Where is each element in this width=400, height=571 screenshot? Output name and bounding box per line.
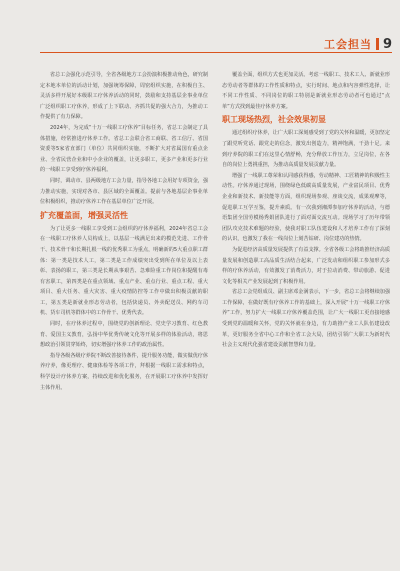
- paragraph: 为促进经济高质量发展提供了有益支撑。全省各级工会将助推经济高质量发展和创造职工高品质生活结合起来，广泛发动和组织职工参加形式多样的疗休养活动，有效激发了消费活力，对于拉动消费、带动旅游、促进文化等相关产业发展起到了积极作用。: [222, 246, 390, 285]
- section-title: 工会担当: [323, 38, 372, 51]
- header-divider: [376, 38, 379, 50]
- paragraph: 同时，在疗休养过程中，围绕党的创新理论、党史学习教育、红色教育、爱国主义教育，弘扬中华优秀传统文化等开展多样的体验活动，将思想政治引领贯穿始终，切实增强疗休养工作的政治属性。: [40, 321, 208, 349]
- paragraph: 为了让更多一线职工享受到工会组织的疗休养福利，2024年省总工会在一线职工疗休养人员构成上，以基层一线满足出来的模范先进、工作骨干、技术骨干和长期扎根一线的优秀职工为重点，明确新的5大重点职工群体：第一类是技术人工，第二类是工作成绩突出受到所在单位及以上表彰、表扬的职工，第三类是长期从事艰苦、急难险重工作岗位和提醒有毒有害职工，第四类是在重点领域、重点产业、重点行业、重点工程、重大项目、重大任务、重大灾害、重大疫情防控等工作中做出积极贡献的职工，第五类是新就业形态劳动者，包括快递员、外卖配送员、网约车司机、货车司机等群体中的工作骨干、优秀代表。: [40, 225, 208, 317]
- page-header: [324, 36, 392, 52]
- paragraph: 同时，调动市、县两级地方工会力量，指导各地工会用好专项资金，强力推动实施，实现对各市、县区域的全面覆盖。提前与各地基层企事业单位积极组织，推动疗休养工作在基层单位广泛开展。: [40, 177, 208, 206]
- left-column: [40, 70, 208, 393]
- section-heading: 扩充覆盖面，增强灵活性: [40, 210, 128, 220]
- paragraph: 指导各级各级疗养院不断改善接待条件，提升服务功能，做实做优疗休养疗养，像更理疗、健康体检等各项工作，拜根据一线职工需求和特点，科学设计疗休养方案，持续改进和优化服务，在开展职工疗休养中发挥好主体作用。: [40, 352, 208, 391]
- paragraph: 通过组织疗休养，让广大职工深刻感受到了党的关怀和温暖，更加坚定了跟党听党话、跟党走的信念，激发出创造力，精神饱满，干劲十足。来到疗养院的职工们在这里心情舒畅，充分释放工作压力，立足岗位，在各自的岗位上勇挑重担，为推动高质量发展贡献力量。: [222, 130, 390, 169]
- paragraph: 覆盖全面，组织方式也更加灵活。考虑一线职工、技术工人、新就业形态劳动者等群体的工作性质和特点，实行时间、地点和内容弹性选择，让不同工作性质、不同岗位的职工特别是新就业形态劳动者可也通过“点单”方式找到最佳疗休养方案。: [222, 72, 390, 110]
- section-heading: 职工现场热烈，社会效果初显: [222, 115, 326, 125]
- paragraph: 2024年，为完成“十万一线职工疗休养”目标任务，省总工会制定了具体措施，经常推进疗休养工作。省总工会联合省工商联、省工信厅、省国资委等5家省直部门（单位）共同组织实施，不断扩大对省属国有重点企业、全省民营企业和中小企业的覆盖，让更多职工，更多产业和更多行业的一线职工享受到疗休养福利。: [40, 124, 208, 174]
- paragraph: 增强了一线职工尊荣和认同感获得感，劳动精神、工匠精神的积极性主动性。疗休养通过现场，围绕绿色低碳高质量发展，产业富民项目、优秀企业和新技术、新技能等方面，组织现场参观、座谈交流，成果观摩等，促进职工互学互鉴，提升素质。有一次我到湘潭参加疗休养的活动，与德语集团全国劳模杨秀娟团队进行了面对面交流互动。现场学习了历年带领团队攻克技术难题的经验，使我对职工队伍建设和人才培养工作有了深刻的认识，也激发了我在一线岗位上刻苦钻研、岗位建功的热情。: [222, 172, 390, 243]
- page-number: 9: [382, 36, 392, 52]
- header-rule: [40, 52, 392, 53]
- paragraph: 省总工会党组成员、副主席邓金满表示，下一步，省总工会将继续加强工作保障，在做好既有疗休养工作的基础上，深入开展“十万一线职工疗休养”工作，努力扩大一线职工疗休养覆盖范围，让广大一线职工更直接地感受到党的温暖和关怀，党的关怀就在身边，有力助推产业工人队伍建设改革，更好服务全省中心工作和全省工会大局，团结引领广大职工为新时代社会主义现代化强省建设贡献智慧和力量。: [222, 289, 390, 349]
- paragraph: 省总工会强化示范引导，全省各级地方工会扮演积极推动角色，研究制定本地本单位的活动计划，加强统筹保障，周密组织实施，在积极自主、灵活多样开展好本级职工疗休养活动的同时，鼓励和支持基层企事业单位广泛组织职工疗休养，形成了上下联动、齐抓共促的强大合力，为推动工作提供了有力保障。: [40, 72, 208, 121]
- right-column: [222, 70, 390, 351]
